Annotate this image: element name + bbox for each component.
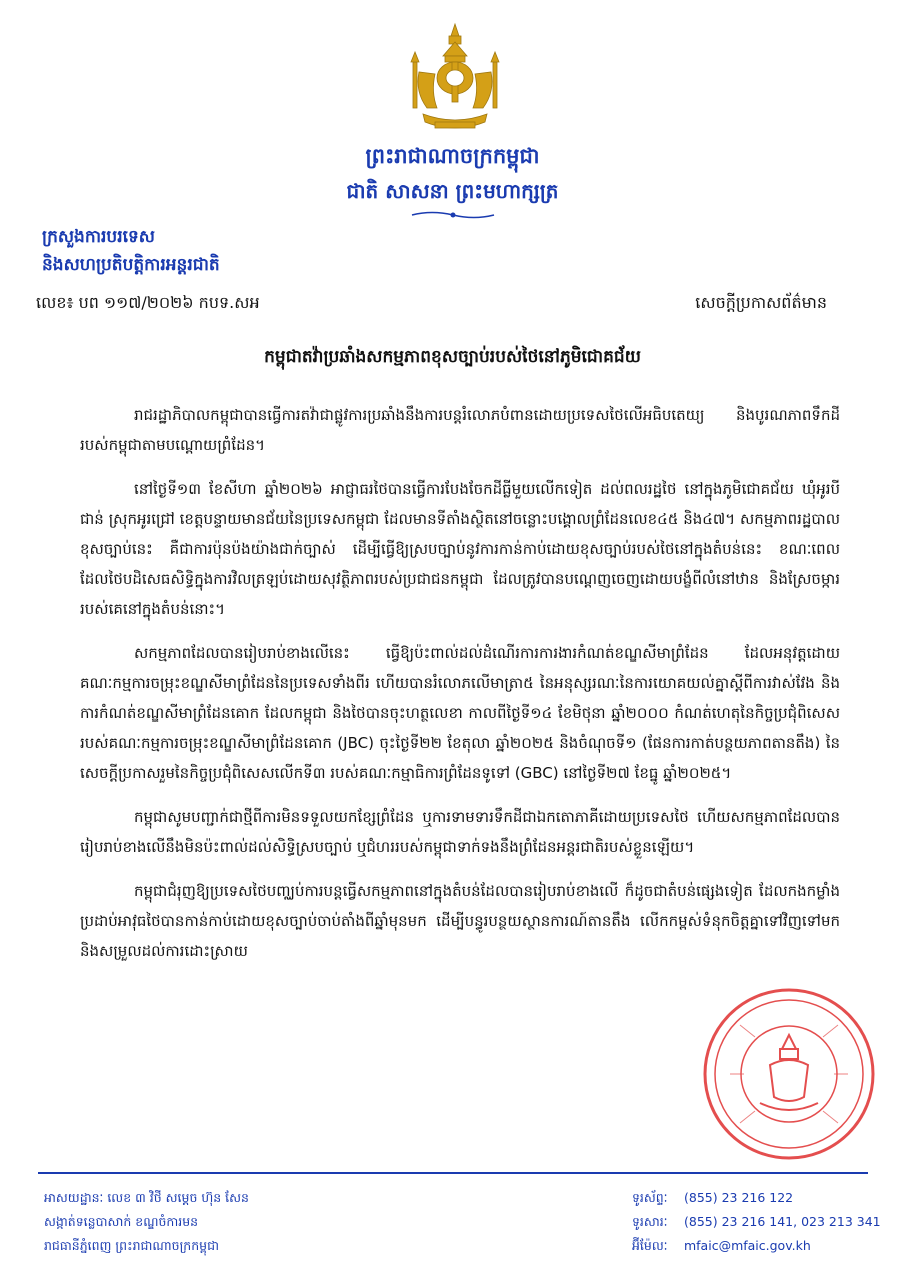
- national-motto: ជាតិ សាសនា ព្រះមហាក្សត្រ: [346, 179, 559, 203]
- document-body: [80, 400, 840, 980]
- footer-address: [44, 1186, 249, 1258]
- fax-number: (855) 23 216 141, 023 213 341: [683, 1214, 881, 1229]
- address-line: អាសយដ្ឋានៈ លេខ ៣ វិថី សម្តេច ហ៊ុន សែន: [44, 1190, 249, 1205]
- body-paragraph: កម្ពុជាជំរុញឱ្យប្រទេសថៃបញ្ឈប់ការបន្តធ្វើសកម្មភាពនៅក្នុងតំបន់ដែលបានរៀបរាប់ខាងលើ ក៏ដូចជាតំបន់ផ្សេងទៀត ដែលកងកម្លាំងប្រដាប់អាវុធថៃបានកាន់កាប់ដោយខុសច្បាប់ចាប់តាំងពីឆ្នាំមុនមក ដើម្បីបន្ធូរបន្ថយស្ថានការណ៍តានតឹង លើកកម្ពស់ទំនុកចិត្តគ្នាទៅវិញទៅមក និងសម្រួលដល់ការដោះស្រាយ: [80, 882, 840, 960]
- footer-divider: [38, 1172, 868, 1174]
- body-paragraph: កម្ពុជាសូមបញ្ជាក់ជាថ្មីពីការមិនទទួលយកខ្សែព្រំដែន ឬការទាមទារទឹកដីជាឯកតោភាគីដោយប្រទេសថៃ ហើយសកម្មភាពដែលបានរៀបរាប់ខាងលើនឹងមិនប៉ះពាល់ដល់សិទ្ធិស្របច្បាប់ ឬជំហររបស់កម្ពុជាទាក់ទងនឹងព្រំដែនអន្តរជាតិរបស់ខ្លួនឡើយ។: [80, 808, 840, 856]
- body-paragraph: រាជរដ្ឋាភិបាលកម្ពុជាបានធ្វើការតវ៉ាជាផ្លូវការប្រឆាំងនឹងការបន្តរំលោភបំពានដោយប្រទេសថៃលើអធិបតេយ្យ និងបូរណភាពទឹកដីរបស់កម្ពុជាតាមបណ្តោយព្រំដែន។: [80, 406, 840, 454]
- reference-number: លេខ៖ បព ១១៧/២០២៦ កបទ.សអ: [36, 293, 260, 312]
- ornament-divider-icon: [410, 210, 496, 220]
- body-paragraph: សកម្មភាពដែលបានរៀបរាប់ខាងលើនេះ ធ្វើឱ្យប៉ះពាល់ដល់ដំណើរការការងារកំណត់ខណ្ឌសីមាព្រំដែន ដែលអនុវត្តដោយគណៈកម្មការចម្រុះខណ្ឌសីមាព្រំដែននៃប្រទេសទាំងពីរ ហើយបានរំលោភលើមាត្រា៥ នៃអនុស្សរណៈនៃការយោគយល់គ្នាស្តីពីការវាស់វែង និងការកំណត់ខណ្ឌសីមាព្រំដែនគោក ដែលកម្ពុជា និងថៃបានចុះហត្ថលេខា កាលពីថ្ងៃទី១៤ ខែមិថុនា ឆ្នាំ២០០០ កំណត់ហេតុនៃកិច្ចប្រជុំពិសេសរបស់គណៈកម្មការចម្រុះខណ្ឌសីមាព្រំដែនគោក (JBC) ចុះថ្ងៃទី២២ ខែតុលា ឆ្នាំ២០២៥ និងចំណុចទី១ (ផែនការកាត់បន្ថយភាពតានតឹង) នៃសេចក្តីប្រកាសរួមនៃកិច្ចប្រជុំពិសេសលើកទី៣ របស់គណៈកម្មាធិការព្រំដែនទូទៅ (GBC) នៅថ្ងៃទី២៧ ខែធ្នូ ឆ្នាំ២០២៥។: [80, 644, 840, 782]
- phone-number: (855) 23 216 122: [683, 1190, 794, 1205]
- royal-emblem-icon: [405, 22, 505, 140]
- address-line: សង្កាត់ទន្លេបាសាក់ ខណ្ឌចំការមន: [44, 1214, 199, 1229]
- document-title: កម្ពុជាតវ៉ាប្រឆាំងសកម្មភាពខុសច្បាប់របស់ថៃនៅភូមិជោគជ័យ: [264, 347, 641, 367]
- email-row: [632, 1234, 881, 1258]
- email-label: អ៊ីម៉ែលៈ: [632, 1238, 668, 1253]
- phone-row: [632, 1186, 881, 1210]
- document-type: សេចក្តីប្រកាសព័ត៌មាន: [695, 293, 827, 312]
- body-paragraph: នៅថ្ងៃទី១៣ ខែសីហា ឆ្នាំ២០២៦ អាជ្ញាធរថៃបានធ្វើការបែងចែកដីធ្លីមួយលើកទៀត ដល់ពលរដ្ឋថៃ នៅក្នុងភូមិជោគជ័យ ឃុំអូរបីជាន់ ស្រុកអូរជ្រៅ ខេត្តបន្ទាយមានជ័យនៃប្រទេសកម្ពុជា ដែលមានទីតាំងស្ថិតនៅចន្លោះបង្គោលព្រំដែនលេខ៤៥ និង៤៧។ សកម្មភាពរដ្ឋបាលខុសច្បាប់នេះ គឺជាការប៉ុនប៉ងយ៉ាងជាក់ច្បាស់ ដើម្បីធ្វើឱ្យស្របច្បាប់នូវការកាន់កាប់ដោយខុសច្បាប់របស់ថៃនៅក្នុងតំបន់នេះ ខណៈពេលដែលថៃបដិសេធសិទ្ធិក្នុងការវិលត្រឡប់ដោយសុវត្ថិភាពរបស់ប្រជាជនកម្ពុជា ដែលត្រូវបានបណ្តេញចេញដោយបង្ខំពីលំនៅឋាន និងស្រែចម្ការរបស់គេនៅក្នុងតំបន់នោះ។: [80, 480, 840, 618]
- fax-row: [632, 1210, 881, 1234]
- phone-label: ទូរស័ព្ទៈ: [632, 1190, 668, 1205]
- address-line: រាជធានីភ្នំពេញ ព្រះរាជាណាចក្រកម្ពុជា: [44, 1238, 219, 1253]
- ministry-name-line2: និងសហប្រតិបត្តិការអន្តរជាតិ: [42, 255, 220, 275]
- official-seal-stamp-icon: [700, 985, 878, 1163]
- footer-contact: [632, 1186, 881, 1258]
- kingdom-heading: ព្រះរាជាណាចក្រកម្ពុជា: [365, 144, 540, 168]
- email-address: mfaic@mfaic.gov.kh: [683, 1238, 811, 1253]
- ministry-name-line1: ក្រសួងការបរទេស: [42, 227, 155, 247]
- fax-label: ទូរសារៈ: [632, 1214, 668, 1229]
